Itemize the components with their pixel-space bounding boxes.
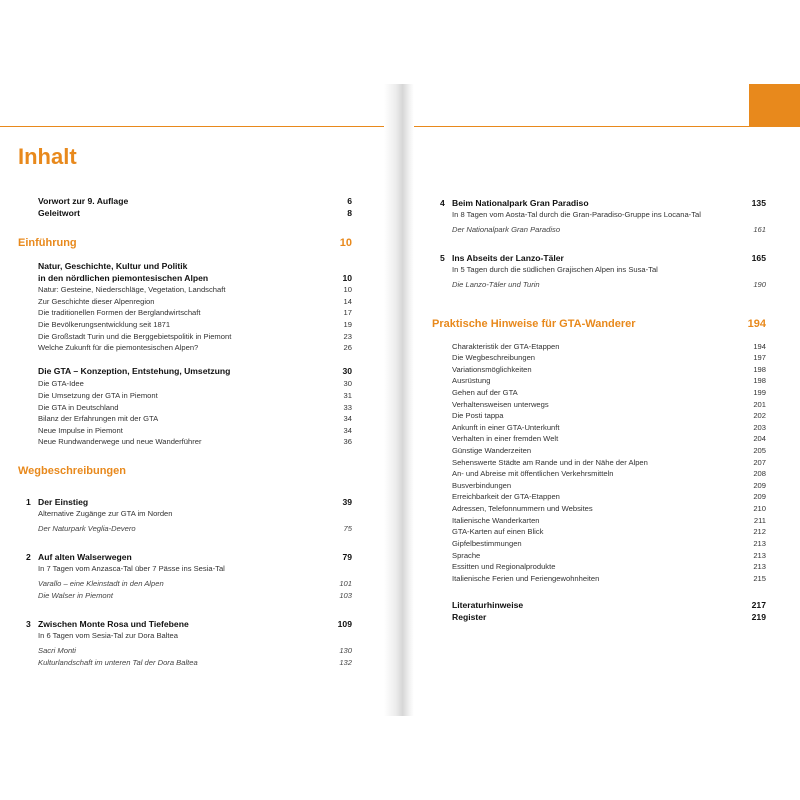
toc-entry: Die GTA in Deutschland 33 [38,403,352,412]
toc-entry: Der Nationalpark Gran Paradiso 161 [452,225,766,234]
toc-entry: GTA-Karten auf einen Blick 212 [452,527,766,536]
toc-entry: Die traditionellen Formen der Berglandwirtschaft 17 [38,308,352,317]
toc-subtitle: Alternative Zugänge zur GTA im Norden [38,509,173,518]
toc-entry: Neue Rundwanderwege und neue Wanderführer 36 [38,437,352,446]
toc-entry: Vorwort zur 9. Auflage 6 [38,196,352,206]
toc-entry: Gipfelbestimmungen 213 [452,539,766,548]
toc-entry: Gehen auf der GTA 199 [452,388,766,397]
left-page-rule [0,126,386,127]
toc-heading: Zwischen Monte Rosa und Tiefebene 109 [38,619,352,629]
corner-tab [749,84,800,127]
toc-entry: Literaturhinweise 217 [452,600,766,610]
chapter-number: 1 [26,497,31,507]
toc-entry: Erreichbarkeit der GTA-Etappen 209 [452,492,766,501]
page-title: Inhalt [18,144,77,169]
toc-heading: Ins Abseits der Lanzo-Täler 165 [452,253,766,263]
section-praktische-hinweise: Praktische Hinweise für GTA-Wanderer 194 [432,318,766,330]
toc-subtitle: In 6 Tagen vom Sesia-Tal zur Dora Baltea [38,631,178,640]
toc-entry: Italienische Ferien und Feriengewohnheiten 215 [452,574,766,583]
chapter-number: 3 [26,619,31,629]
section-wegbeschreibungen: Wegbeschreibungen [18,465,126,477]
toc-entry: Charakteristik der GTA-Etappen 194 [452,342,766,351]
toc-entry: Busverbindungen 209 [452,481,766,490]
toc-entry: Ankunft in einer GTA-Unterkunft 203 [452,423,766,432]
toc-entry: Register 219 [452,612,766,622]
toc-subtitle: In 8 Tagen vom Aosta-Tal durch die Gran-Paradiso-Gruppe ins Locana-Tal [452,210,701,219]
toc-entry: Zur Geschichte dieser Alpenregion 14 [38,297,352,306]
toc-subtitle: In 7 Tagen vom Anzasca-Tal über 7 Pässe ins Sesia-Tal [38,564,225,573]
toc-entry: Die Walser in Piemont 103 [38,591,352,600]
toc-entry: Neue Impulse in Piemont 34 [38,426,352,435]
toc-entry: Varallo – eine Kleinstadt in den Alpen 101 [38,579,352,588]
toc-entry: Die GTA-Idee 30 [38,379,352,388]
toc-entry: Die Posti tappa 202 [452,411,766,420]
toc-subtitle: In 5 Tagen durch die südlichen Grajischen Alpen ins Susa-Tal [452,265,658,274]
toc-entry: Die Lanzo-Täler und Turin 190 [452,280,766,289]
toc-entry: Welche Zukunft für die piemontesischen Alpen? 26 [38,343,352,352]
toc-entry: Natur: Gesteine, Niederschläge, Vegetation, Landschaft 10 [38,285,352,294]
toc-entry: Essitten und Regionalprodukte 213 [452,562,766,571]
toc-entry: Variationsmöglichkeiten 198 [452,365,766,374]
toc-entry: An- und Abreise mit öffentlichen Verkehrsmitteln 208 [452,469,766,478]
toc-entry: Der Naturpark Veglia-Devero 75 [38,524,352,533]
toc-entry: Bilanz der Erfahrungen mit der GTA 34 [38,414,352,423]
toc-heading: Natur, Geschichte, Kultur und Politik [38,261,188,271]
toc-heading: Beim Nationalpark Gran Paradiso 135 [452,198,766,208]
toc-entry: Ausrüstung 198 [452,376,766,385]
toc-entry: Geleitwort 8 [38,208,352,218]
toc-heading: Die GTA – Konzeption, Entstehung, Umsetzung 30 [38,366,352,376]
toc-heading: in den nördlichen piemontesischen Alpen 10 [38,273,352,283]
toc-entry: Verhaltensweisen unterwegs 201 [452,400,766,409]
toc-entry: Die Wegbeschreibungen 197 [452,353,766,362]
toc-entry: Die Umsetzung der GTA in Piemont 31 [38,391,352,400]
toc-entry: Kulturlandschaft im unteren Tal der Dora Baltea 132 [38,658,352,667]
toc-entry: Günstige Wanderzeiten 205 [452,446,766,455]
book-gutter [384,84,414,716]
toc-entry: Sprache 213 [452,551,766,560]
toc-entry: Sacri Monti 130 [38,646,352,655]
toc-heading: Auf alten Walserwegen 79 [38,552,352,562]
toc-entry: Die Großstadt Turin und die Berggebietspolitik in Piemont 23 [38,332,352,341]
toc-entry: Sehenswerte Städte am Rande und in der Nähe der Alpen 207 [452,458,766,467]
right-page-rule [412,126,800,127]
toc-entry: Verhalten in einer fremden Welt 204 [452,434,766,443]
chapter-number: 5 [440,253,445,263]
chapter-number: 2 [26,552,31,562]
chapter-number: 4 [440,198,445,208]
section-einfuehrung: Einführung 10 [18,237,352,249]
toc-heading: Der Einstieg 39 [38,497,352,507]
toc-entry: Die Bevölkerungsentwicklung seit 1871 19 [38,320,352,329]
toc-entry: Adressen, Telefonnummern und Websites 210 [452,504,766,513]
toc-entry: Italienische Wanderkarten 211 [452,516,766,525]
